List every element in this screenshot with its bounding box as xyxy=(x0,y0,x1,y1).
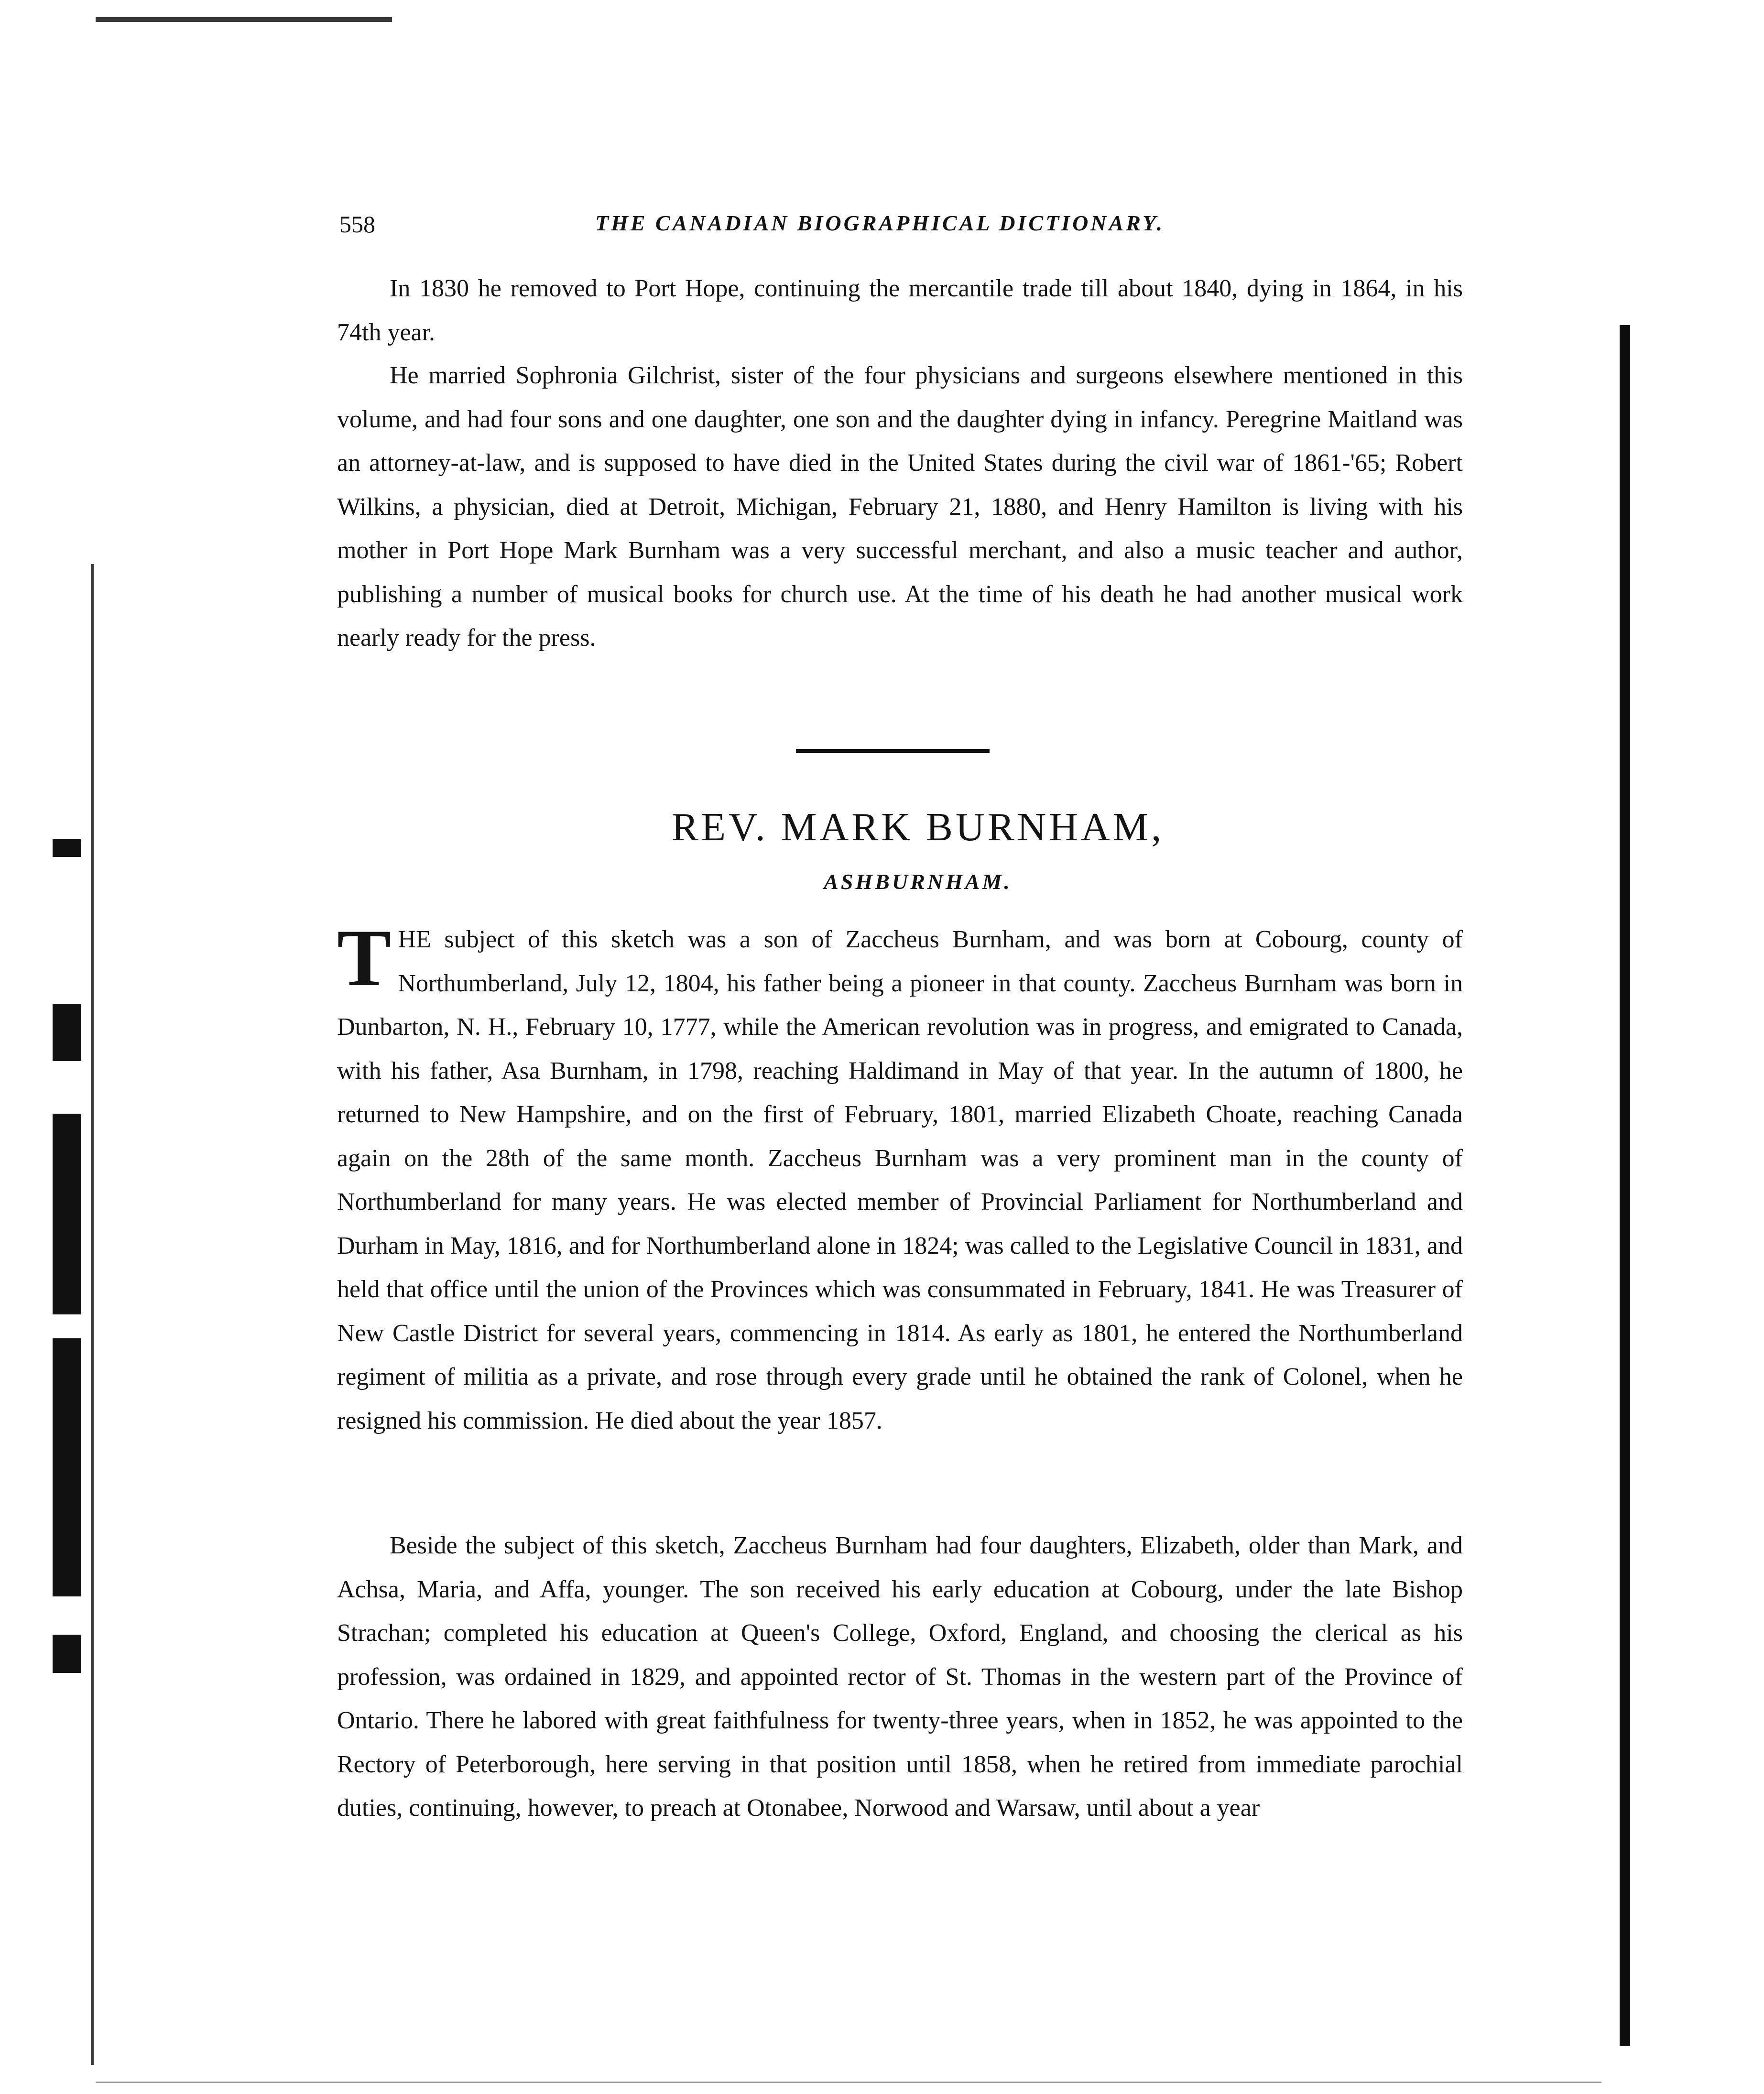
article-paragraph-2: Beside the subject of this sketch, Zaccheus Burnham had four daughters, Elizabeth, older than Mark, and Achsa, Maria, and Affa, younger. The son received his early education at Cobourg, under the late Bishop Strachan; completed his education at Queen's College, Oxford, England, and choosing the clerical as his profession, was ordained in 1829, and appointed rector of St. Thomas in the western part of the Province of Ontario. There he labored with great faithfulness for twenty-three years, when in 1852, he was appointed to the Rectory of Peterborough, here serving in that position until 1858, when he retired from immediate parochial duties, continuing, however, to preach at Otonabee, Norwood and Warsaw, until about a year xyxy=(337,1532,1463,1822)
scan-artifact-top xyxy=(96,17,392,22)
article-paragraph-1 xyxy=(337,913,1463,1443)
article-subtitle: ASHBURNHAM. xyxy=(824,869,1012,894)
section-divider xyxy=(796,749,990,753)
article-title: REV. MARK BURNHAM, xyxy=(671,805,1165,849)
running-title: THE CANADIAN BIOGRAPHICAL DICTIONARY. xyxy=(595,211,1165,235)
drop-cap: T xyxy=(337,913,392,1003)
scan-artifact-right-edge xyxy=(1620,325,1630,2046)
article-paragraph-1-text: HE subject of this sketch was a son of Zaccheus Burnham, and was born at Cobourg, county of Northumberland, July 12, 1804, his father being a pioneer in that county. Zaccheus Burnham was born in Dunbarton, N. H., February 10, 1777, while the American revolution was in progress, and emigrated to Canada, with his father, Asa Burnham, in 1798, reaching Haldimand in May of that year. In the autumn of 1800, he returned to New Hampshire, and on the first of February, 1801, married Elizabeth Choate, reaching Canada again on the 28th of the same month. Zaccheus Burnham was a very prominent man in the county of Northumberland for many years. He was elected member of Provincial Parliament for Northumberland and Durham in May, 1816, and for Northumberland alone in 1824; was called to the Legislative Council in 1831, and held that office until the union of the Provinces which was consummated in February, 1841. He was Treasurer of New Castle District for several years, commencing in 1814. As early as 1801, he entered the Northumberland regiment of militia as a private, and rose through every grade until he obtained the rank of Colonel, when he resigned his commission. He died about the year 1857. xyxy=(337,926,1463,1434)
continuation-paragraph-2: He married Sophronia Gilchrist, sister of the four physicians and surgeons elsewhere mentioned in this volume, and had four sons and one daughter, one son and the daughter dying in infancy. Peregrine Maitland was an attorney-at-law, and is supposed to have died in the United States during the civil war of 1861-'65; Robert Wilkins, a physician, died at Detroit, Michigan, February 21, 1880, and Henry Hamilton is living with his mother in Port Hope Mark Burnham was a very successful merchant, and also a music teacher and author, publishing a number of musical books for church use. At the time of his death he had another musical work nearly ready for the press. xyxy=(337,362,1463,651)
scan-artifact-bottom xyxy=(96,2082,1601,2083)
scan-artifact-left-edge xyxy=(91,564,94,2065)
page-number: 558 xyxy=(339,211,375,238)
continuation-paragraph-1: In 1830 he removed to Port Hope, continuing the mercantile trade till about 1840, dying in 1864, in his 74th year. xyxy=(337,275,1463,346)
